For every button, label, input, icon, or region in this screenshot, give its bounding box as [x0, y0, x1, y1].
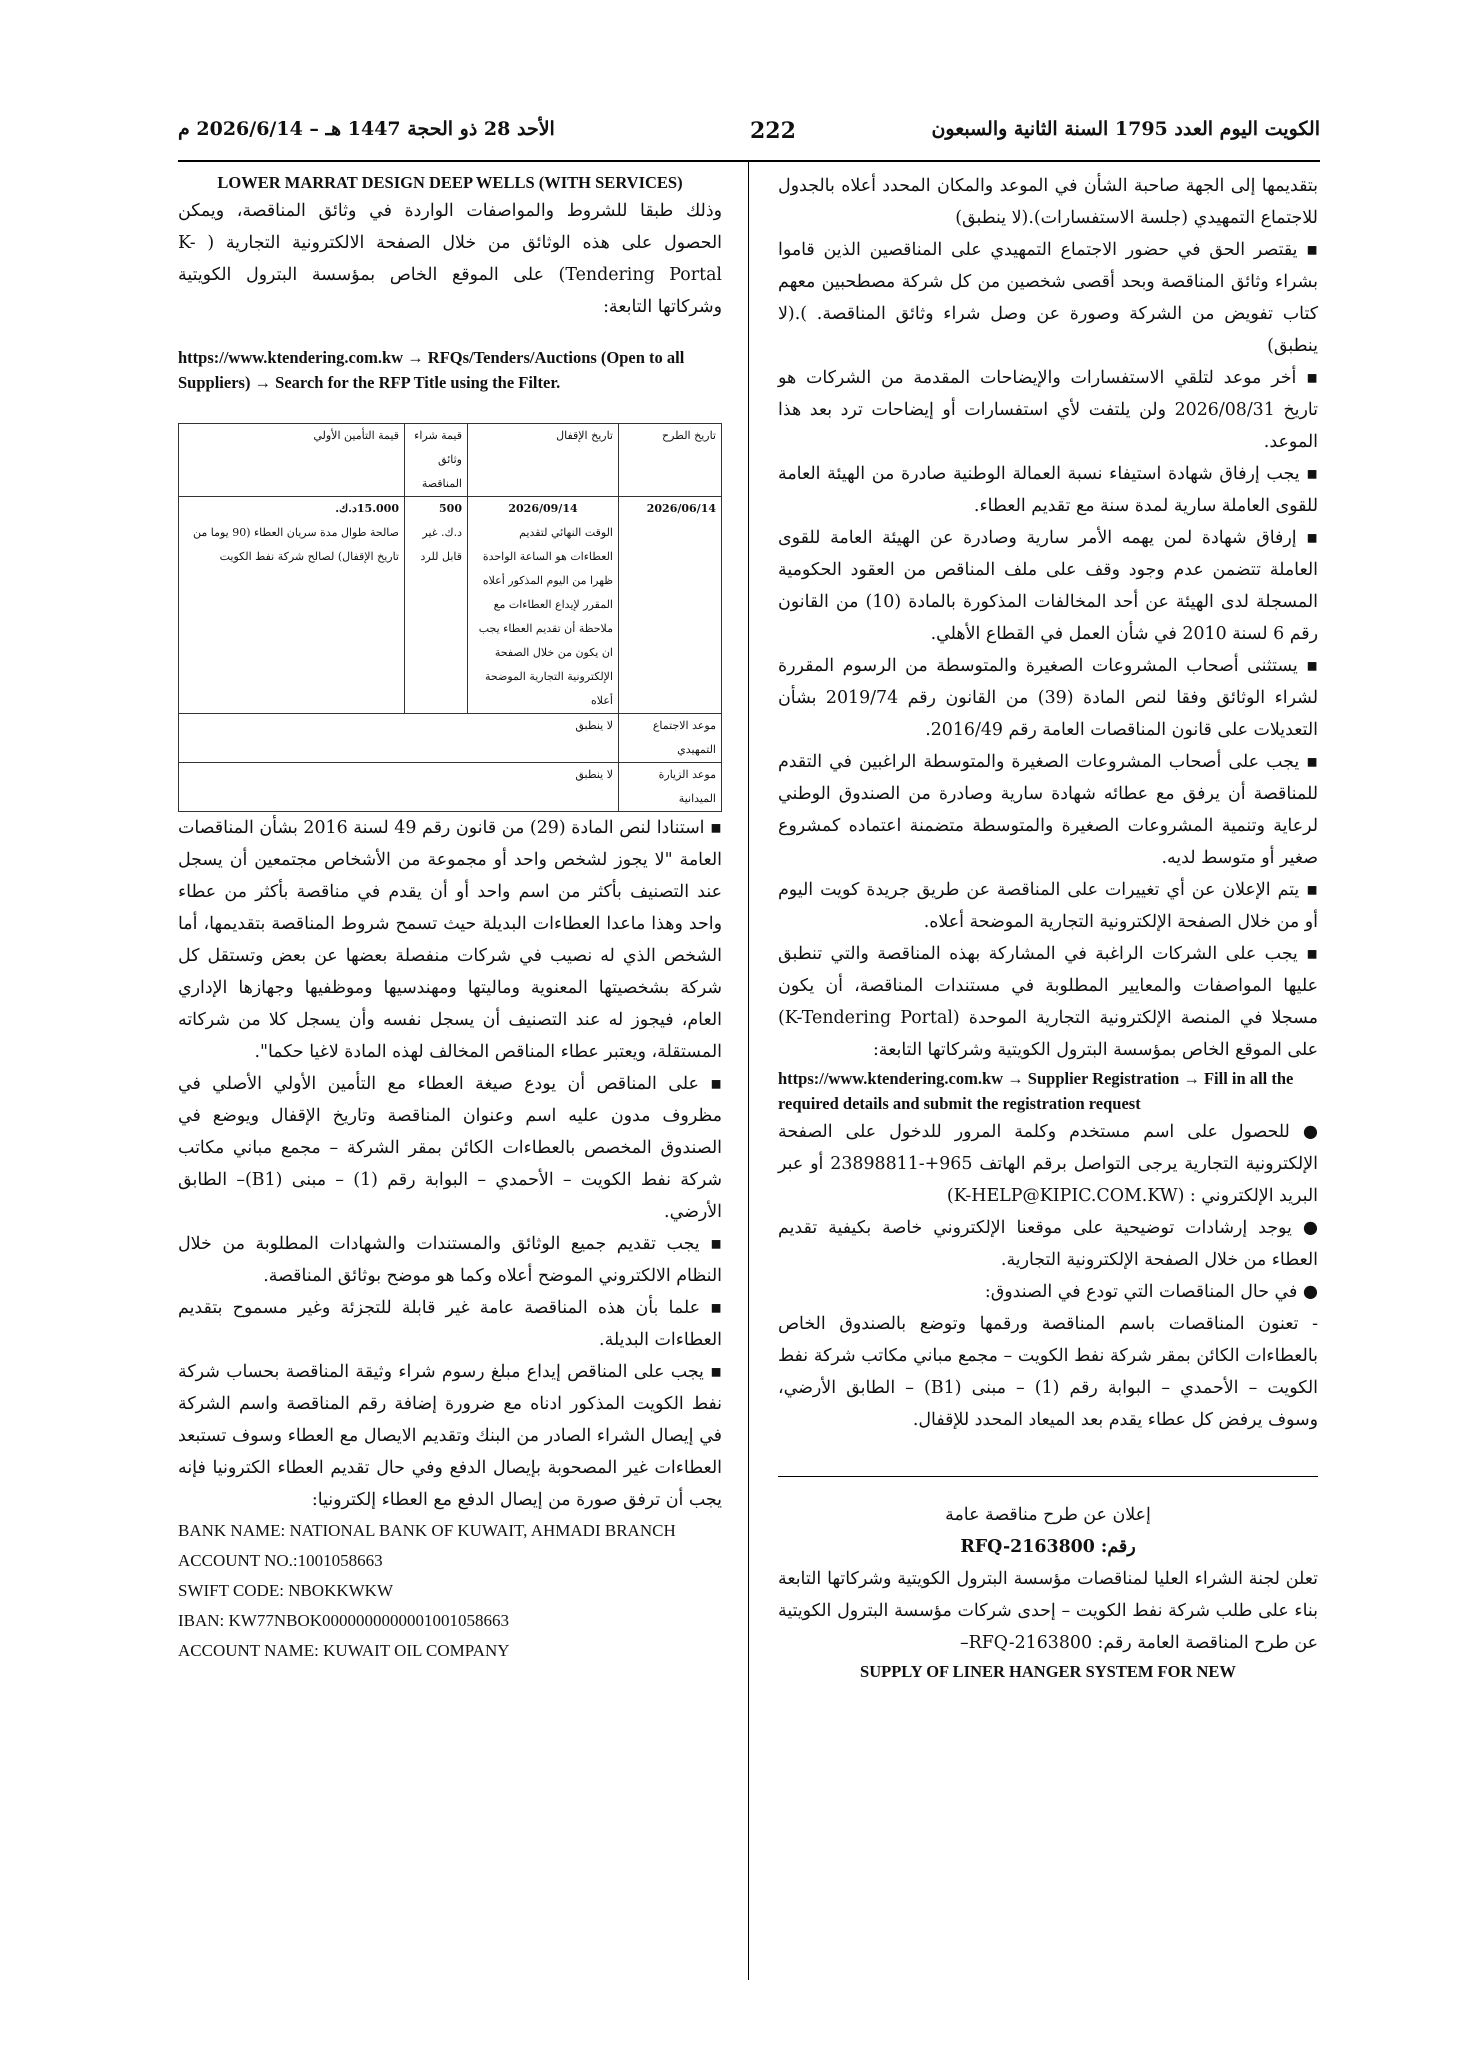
paragraph: ▪ يجب تقديم جميع الوثائق والمستندات والشهادات المطلوبة من خلال النظام الالكتروني الموضح أعلاه وكما هو موضح بوثائق المناقصة.: [178, 1234, 722, 1286]
paragraph: ▪ يتم الإعلان عن أي تغييرات على المناقصة عن طريق جريدة كويت اليوم أو من خلال الصفحة الإلكترونية التجارية الموضحة أعلاه.: [778, 880, 1318, 932]
paragraph: ▪ على المناقص أن يودع صيغة العطاء مع التأمين الأولي الأصلي في مظروف مدون عليه اسم وعنوان المناقصة وتاريخ الإقفال ويوضع في الصندوق المخصص بالعطاءات الكائن بمقر الشركة – مجمع مباني مكاتب شركة نفط الكويت – الأحمدي – البوابة رقم (1) – مبنى (B1)– الطابق الأرضي.: [178, 1074, 723, 1222]
iban: IBAN: KW77NBOK0000000000001001058663: [178, 1611, 510, 1630]
announcement-rfq: رقم: RFQ-2163800: [960, 1537, 1136, 1557]
header-bond: قيمة التأمين الأولي: [179, 424, 405, 497]
header-docs-price: قيمة شراء وثائق المناقصة: [405, 424, 468, 497]
page-number: 222: [750, 118, 796, 144]
announcement-subject: SUPPLY OF LINER HANGER SYSTEM FOR NEW: [860, 1662, 1236, 1681]
docs-note: د.ك. غير قابل للرد: [420, 526, 462, 563]
docs-price-cell: [405, 497, 468, 714]
paragraph: ● للحصول على اسم مستخدم وكلمة المرور للدخول على الصفحة الإلكترونية التجارية يرجى التواصل برقم الهاتف 965+-23898811 أو عبر البريد الإلكتروني : (K-HELP@KIPIC.COM.KW): [778, 1122, 1318, 1206]
left-column: [178, 170, 722, 1666]
paragraph: وذلك طبقا للشروط والمواصفات الواردة في وثائق المناقصة، ويمكن الحصول على هذه الوثائق من خلال الصفحة الالكترونية التجارية ( K-Tendering Portal) على الموقع الخاص بمؤسسة البترول الكويتية وشركاتها التابعة:: [178, 201, 722, 317]
close-date-cell: [468, 497, 619, 714]
right-column: [778, 170, 1318, 1684]
account-number: ACCOUNT NO.:1001058663: [178, 1551, 383, 1570]
paragraph: ▪ يجب على المناقص إيداع مبلغ رسوم شراء وثيقة المناقصة بحساب شركة نفط الكويت المذكور ادناه مع ضرورة إضافة رقم المناقصة واسم الشركة في إيصال الشراء الصادر من البنك وتقديم الايصال مع العطاء وسوف تستبعد العطاءات غير المصحوبة بإيصال الدفع وفي حال تقديم العطاء الكترونيا فإنه يجب أن ترفق صورة من إيصال الدفع مع العطاء إلكترونيا:: [178, 1362, 722, 1510]
header-date: الأحد 28 ذو الحجة 1447 هـ – 2026/6/14 م: [178, 118, 555, 140]
bond-cell: [179, 497, 405, 714]
pre-meeting-value: لا ينطبق: [179, 714, 619, 763]
paragraph: ● يوجد إرشادات توضيحية على موقعنا الإلكتروني خاصة بكيفية تقديم العطاء من خلال الصفحة الإلكترونية التجارية.: [778, 1218, 1318, 1270]
site-visit-label: موعد الزيارة الميدانية: [619, 763, 722, 812]
header-rule: [178, 160, 1320, 162]
paragraph: ▪ يستثنى أصحاب المشروعات الصغيرة والمتوسطة من الرسوم المقررة لشراء الوثائق وفقا لنص المادة (39) من القانون رقم 2019/74 بشأن التعديلات على قانون المناقصات العامة رقم 2016/49.: [778, 656, 1318, 740]
header-issue-date: تاريخ الطرح: [619, 424, 722, 497]
bank-details: [178, 1516, 722, 1666]
paragraph: ▪ إرفاق شهادة لمن يهمه الأمر سارية وصادرة عن الهيئة العامة للقوى العاملة تتضمن عدم وجود وقف على ملف المناقص من العقود الحكومية المسجلة لدى الهيئة عن أحد المخالفات المذكورة بالمادة (10) من القانون رقم 6 لسنة 2010 في شأن العمل في القطاع الأهلي.: [778, 528, 1318, 644]
header-close-date: تاريخ الإقفال: [468, 424, 619, 497]
issue-date: 2026/06/14: [619, 497, 722, 714]
subject-continued: LOWER MARRAT DESIGN DEEP WELLS (WITH SERVICES): [217, 173, 683, 192]
paragraph: ▪ يجب على الشركات الراغبة في المشاركة بهذه المناقصة والتي تنطبق عليها المواصفات والمعايير المطلوبة في مستندات المناقصة، أن يكون مسجلا في المنصة الإلكترونية التجارية الموحدة (K-Tendering Portal) على الموقع الخاص بمؤسسة البترول الكويتية وشركاتها التابعة:: [778, 944, 1318, 1060]
swift-code: SWIFT CODE: NBOKKWKW: [178, 1581, 394, 1600]
paragraph: ▪ علما بأن هذه المناقصة عامة غير قابلة للتجزئة وغير مسموح بتقديم العطاءات البديلة.: [178, 1298, 722, 1350]
pre-meeting-label: موعد الاجتماع التمهيدي: [619, 714, 722, 763]
docs-price: 500: [439, 502, 462, 515]
site-visit-value: لا ينطبق: [179, 763, 619, 812]
header-issue: الكويت اليوم العدد 1795 السنة الثانية والسبعون: [931, 118, 1320, 140]
paragraph: ▪ يجب على أصحاب المشروعات الصغيرة والمتوسطة الراغبين في التقدم للمناقصة أن يرفق مع عطائه شهادة سارية وصادرة من الصندوق الوطني لرعاية وتنمية المشروعات الصغيرة والمتوسطة متضمنة اعتماده كمشروع صغير أو متوسط لديه.: [778, 752, 1318, 868]
portal-link: https://www.ktendering.com.kw → RFQs/Tenders/Auctions (Open to all Suppliers) → Search for the RFP Title using the Filter.: [178, 348, 685, 392]
close-date: 2026/09/14: [508, 502, 578, 515]
paragraph: بتقديمها إلى الجهة صاحبة الشأن في الموعد والمكان المحدد أعلاه بالجدول للاجتماع التمهيدي (جلسة الاستفسارات).(لا ينطبق): [778, 176, 1318, 228]
registration-link: https://www.ktendering.com.kw → Supplier Registration → Fill in all the required details and submit the registration request: [778, 1069, 1294, 1113]
paragraph: ▪ أخر موعد لتلقي الاستفسارات والإيضاحات المقدمة من الشركات هو تاريخ 2026/08/31 ولن يلتفت لأي استفسارات أو إيضاحات ترد بعد هذا الموعد.: [778, 368, 1318, 452]
announcement-body: تعلن لجنة الشراء العليا لمناقصات مؤسسة البترول الكويتية وشركاتها التابعة بناء على طلب شركة نفط الكويت – إحدى شركات مؤسسة البترول الكويتية عن طرح المناقصة العامة رقم: RFQ-2163800–: [778, 1569, 1318, 1653]
table-row: [179, 763, 722, 812]
paragraph: ▪ استنادا لنص المادة (29) من قانون رقم 49 لسنة 2016 بشأن المناقصات العامة "لا يجوز لشخص واحد أو مجموعة من الأشخاص مجتمعين أن يسجل عند التصنيف بأكثر من اسم واحد أو أن يقدم في مناقصة بأكثر من عطاء واحد وهذا ماعدا العطاءات البديلة حيث تسمح شروط المناقصة بتقديمها، أما الشخص الذي له نصيب في شركات منفصلة بعضها عن بعض وتستقل كل شركة بشخصيتها المعنوية وماليتها ومهندسيها وموظفيها وجهازها الإداري العام، فيجوز له عند التصنيف أن يسجل نفسه وأن يسجل كلا من شركاته المستقلة، ويعتبر عطاء المناقص المخالف لهذه المادة لاغيا حكما".: [178, 818, 722, 1062]
paragraph: - تعنون المناقصات باسم المناقصة ورقمها وتوضع بالصندوق الخاص بالعطاءات الكائن بمقر شركة نفط الكويت – مجمع مباني مكاتب شركة نفط الكويت – الأحمدي – البوابة رقم (1) – مبنى (B1) – الطابق الأرضي، وسوف يرفض كل عطاء يقدم بعد الميعاد المحدد للإقفال.: [778, 1314, 1318, 1430]
bank-name: BANK NAME: NATIONAL BANK OF KUWAIT, AHMADI BRANCH: [178, 1521, 676, 1540]
table-row: [179, 497, 722, 714]
announcement-title: إعلان عن طرح مناقصة عامة: [945, 1505, 1151, 1525]
section-divider: [778, 1476, 1318, 1477]
table-row: [179, 714, 722, 763]
paragraph: ● في حال المناقصات التي تودع في الصندوق:: [984, 1282, 1318, 1302]
paragraph: ▪ يجب إرفاق شهادة استيفاء نسبة العمالة الوطنية صادرة من الهيئة العامة للقوى العاملة سارية لمدة سنة مع تقديم العطاء.: [778, 464, 1318, 516]
bond-value: 15.000د.ك.: [335, 502, 399, 515]
close-note: الوقت النهائي لتقديم العطاءات هو الساعة الواحدة ظهرا من اليوم المذكور أعلاه المقرر لإيداع العطاءات مع ملاحظة أن تقديم العطاء يجب ان يكون من خلال الصفحة الإلكترونية التجارية الموضحة أعلاه: [478, 526, 613, 707]
bond-note: صالحة طوال مدة سريان العطاء (90 يوما من تاريخ الإقفال) لصالح شركة نفط الكويت: [192, 526, 399, 563]
column-divider: [748, 160, 749, 1980]
paragraph: ▪ يقتصر الحق في حضور الاجتماع التمهيدي على المناقصين الذين قاموا بشراء وثائق المناقصة وبحد أقصى شخصين من كل شركة مصطحبين معهم كتاب تفويض من الشركة وصورة عن وصل شراء وثائق المناقصة. ).(لا ينطبق): [778, 240, 1318, 356]
account-name: ACCOUNT NAME: KUWAIT OIL COMPANY: [178, 1641, 510, 1660]
table-header-row: [179, 424, 722, 497]
page-header: [178, 118, 1320, 158]
tender-table: [178, 423, 722, 812]
